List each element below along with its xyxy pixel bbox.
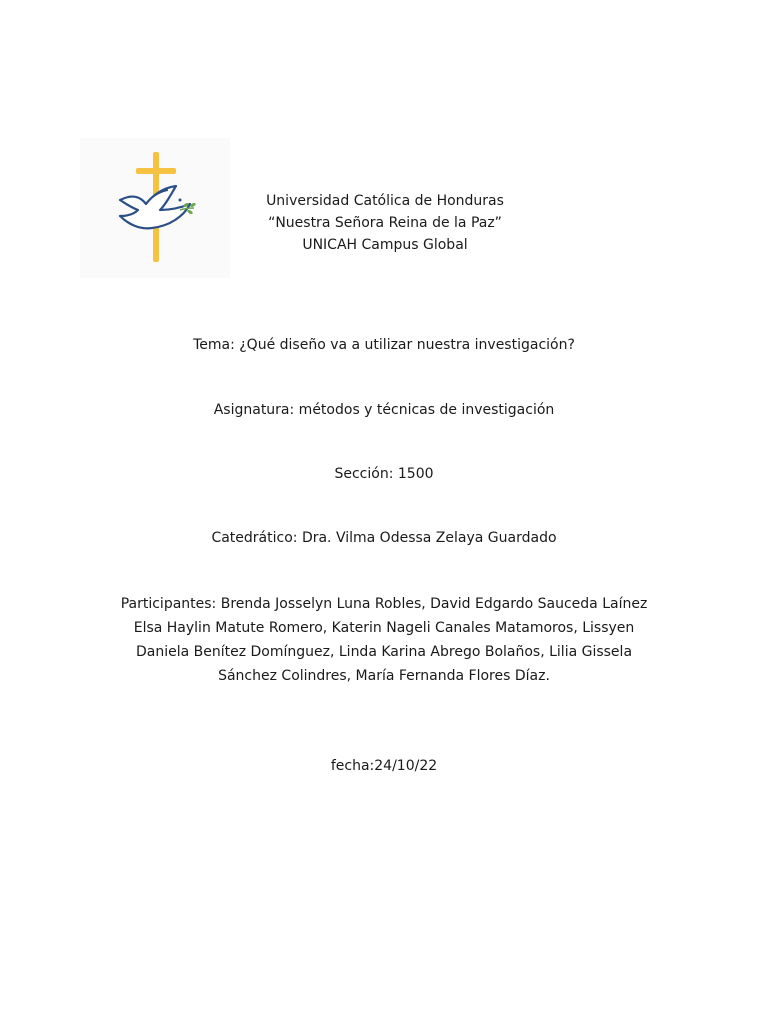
participants-line: Daniela Benítez Domínguez, Linda Karina Abrego Bolaños, Lilia Gissela [135, 644, 633, 660]
university-motto: “Nuestra Señora Reina de la Paz” [268, 215, 502, 231]
participants-line: Participantes: Brenda Josselyn Luna Robles, David Edgardo Sauceda Laínez [120, 596, 648, 612]
university-header [200, 190, 570, 256]
tema-line: Tema: ¿Qué diseño va a utilizar nuestra investigación? [193, 337, 575, 353]
asignatura-line: Asignatura: métodos y técnicas de investigación [213, 402, 555, 418]
participants-line: Sánchez Colindres, María Fernanda Flores Díaz. [218, 668, 550, 684]
catedratico-line: Catedrático: Dra. Vilma Odessa Zelaya Guardado [211, 530, 557, 546]
fecha-line: fecha:24/10/22 [330, 758, 438, 774]
dove-eye-icon [179, 199, 182, 202]
seccion-line: Sección: 1500 [334, 466, 434, 482]
campus-name: UNICAH Campus Global [302, 237, 468, 253]
participants-block [104, 592, 664, 688]
participants-line: Elsa Haylin Matute Romero, Katerin Nageli Canales Matamoros, Lissyen [133, 620, 635, 636]
cross-horizontal-bar [136, 168, 176, 174]
university-name: Universidad Católica de Honduras [266, 193, 504, 209]
